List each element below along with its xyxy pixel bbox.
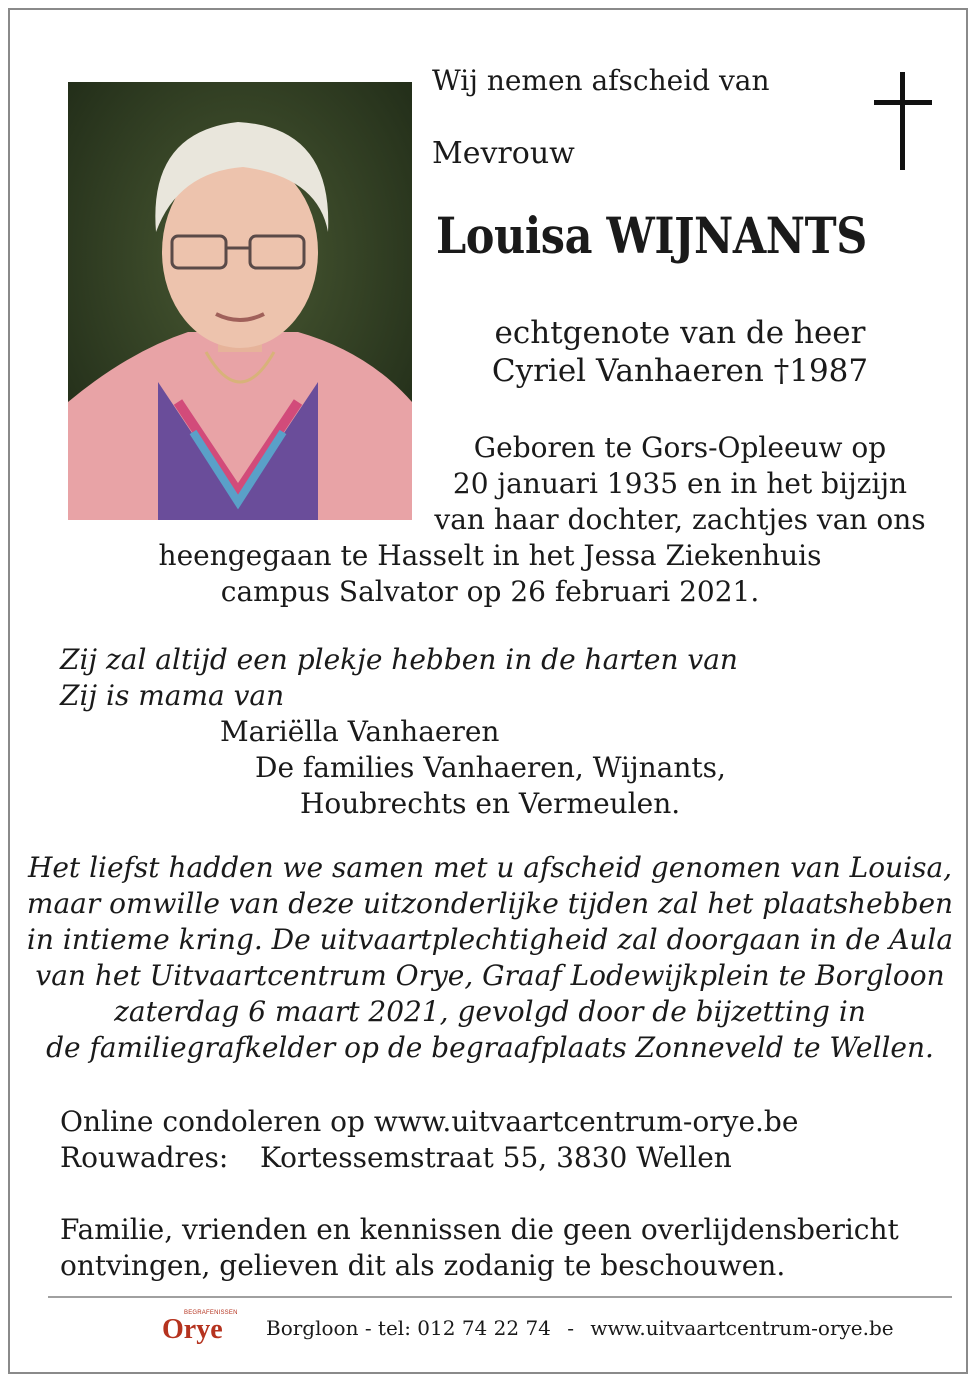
farewell-line: maar omwille van deze uitzonderlijke tijden zal het plaatshebben [26, 887, 954, 920]
footer-website[interactable]: www.uitvaartcentrum-orye.be [590, 1316, 894, 1340]
deceased-name: Louisa WIJNANTS [436, 206, 867, 265]
footer-contact [266, 1316, 894, 1340]
birth-text [430, 430, 930, 538]
birth-line: Geboren te Gors-Opleeuw op [473, 431, 887, 464]
footer-divider [48, 1296, 952, 1298]
spouse-name: Cyriel Vanhaeren †1987 [491, 353, 869, 389]
footer-separator: - [567, 1316, 575, 1340]
death-text [10, 538, 970, 610]
mother-of: Zij is mama van [60, 679, 285, 712]
birth-line: van haar dochter, zachtjes van ons [434, 503, 926, 536]
spouse-line: echtgenote van de heer [494, 315, 866, 351]
farewell-paragraph [10, 850, 970, 1066]
portrait-photo [68, 82, 412, 520]
orye-logo [162, 1310, 242, 1350]
remembered-heading: Zij zal altijd een plekje hebben in de harten van [60, 643, 738, 676]
logo-text: Orye [162, 1314, 223, 1345]
death-line: campus Salvator op 26 februari 2021. [220, 575, 760, 608]
condolence-text: Online condoleren op www.uitvaartcentrum-orye.be [60, 1105, 799, 1138]
logo-small-text: BEGRAFENISSEN [184, 1310, 238, 1316]
farewell-line: de familiegrafkelder op de begraafplaats Zonneveld te Wellen. [46, 1031, 934, 1064]
footer-phone: Borgloon - tel: 012 74 22 74 [266, 1316, 551, 1340]
farewell-line: Het liefst hadden we samen met u afscheid genomen van Louisa, [27, 851, 953, 884]
address-label: Rouwadres: [60, 1141, 229, 1174]
intro-text: Wij nemen afscheid van [432, 64, 770, 97]
family-line: De families Vanhaeren, Wijnants, [255, 751, 726, 784]
spouse-block [430, 314, 930, 390]
birth-line: 20 januari 1935 en in het bijzijn [452, 467, 908, 500]
daughter-name: Mariëlla Vanhaeren [220, 715, 500, 748]
family-line: Houbrechts en Vermeulen. [300, 787, 681, 820]
honorific: Mevrouw [432, 136, 575, 171]
cross-icon [874, 72, 932, 170]
farewell-line: in intieme kring. De uitvaartplechtigheid zal doorgaan in de Aula [26, 923, 954, 956]
farewell-line: zaterdag 6 maart 2021, gevolgd door de bijzetting in [114, 995, 866, 1028]
farewell-line: van het Uitvaartcentrum Orye, Graaf Lodewijkplein te Borgloon [35, 959, 945, 992]
obituary-card [8, 8, 968, 1374]
closing-line: ontvingen, gelieven dit als zodanig te beschouwen. [60, 1249, 786, 1282]
closing-line: Familie, vrienden en kennissen die geen overlijdensbericht [60, 1213, 899, 1246]
death-line: heengegaan te Hasselt in het Jessa Ziekenhuis [158, 539, 822, 572]
address-value: Kortessemstraat 55, 3830 Wellen [260, 1141, 732, 1174]
